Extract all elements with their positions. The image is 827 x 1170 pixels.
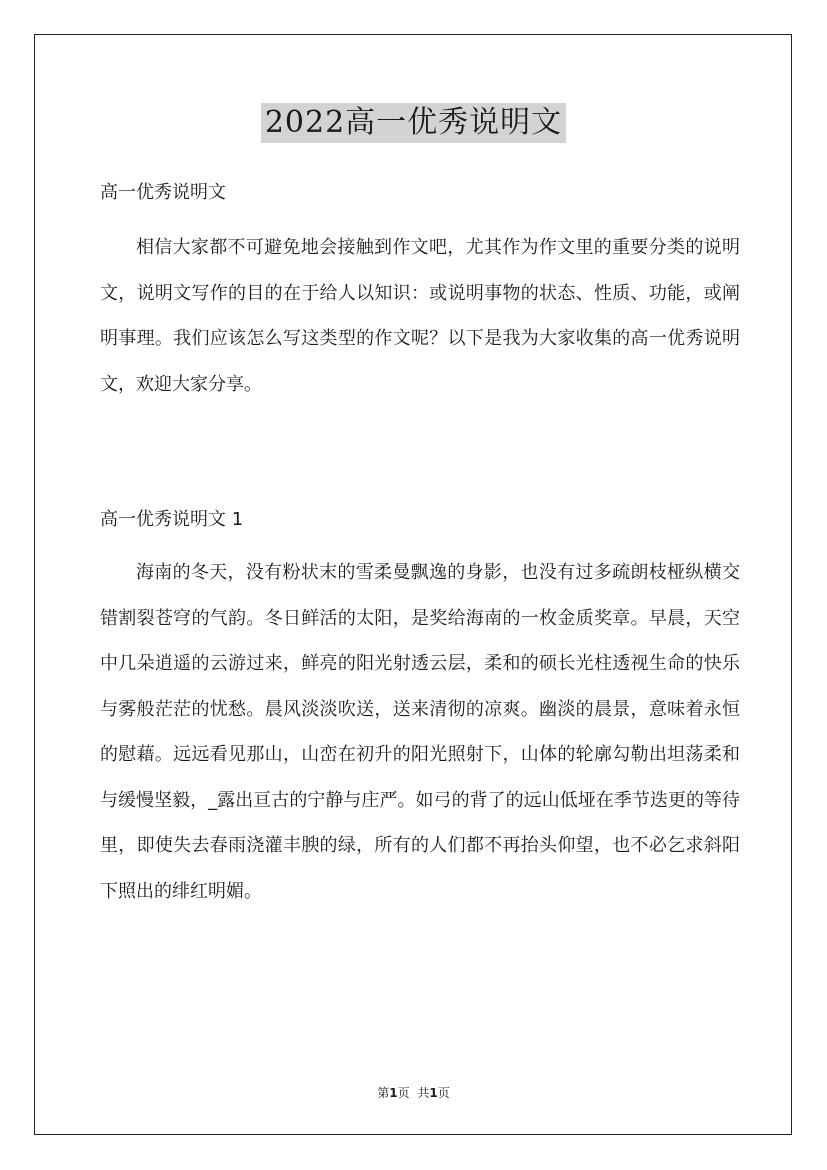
page-footer [0, 1086, 827, 1100]
total-pages: 1 [429, 1086, 438, 1100]
section-heading: 高一优秀说明文 1 [100, 509, 244, 530]
section-paragraph: 海南的冬天，没有粉状末的雪柔曼飘逸的身影，也没有过多疏朗枝桠纵横交错割裂苍穹的气韵。冬日鲜活的太阳，是奖给海南的一枚金质奖章。早晨，天空中几朵逍遥的云游过来，鲜亮的阳光射透云层，柔和的硕长光柱透视生命的快乐与雾般茫茫的忧愁。晨风淡淡吹送，送来清彻的凉爽。幽淡的晨景，意味着永恒的慰藉。远远看见那山，山峦在初升的阳光照射下，山体的轮廓勾勒出坦荡柔和与缓慢坚毅，_露出亘古的宁静与庄严。如弓的背了的远山低垭在季节迭更的等待里，即使失去春雨浇灌丰腴的绿，所有的人们都不再抬头仰望，也不必乞求斜阳下照出的绯红明媚。 [100, 562, 740, 902]
section-heading: 高一优秀说明文 [100, 182, 226, 203]
total-prefix: 共 [417, 1086, 430, 1100]
page-suffix: 页 [397, 1086, 410, 1100]
document-title: 2022高一优秀说明文 [261, 103, 566, 143]
page-number: 1 [389, 1086, 398, 1100]
page-prefix: 第 [377, 1086, 390, 1100]
title-container [0, 103, 827, 143]
total-suffix: 页 [437, 1086, 450, 1100]
section-paragraph: 相信大家都不可避免地会接触到作文吧，尤其作为作文里的重要分类的说明文，说明文写作的目的在于给人以知识：或说明事物的状态、性质、功能，或阐明事理。我们应该怎么写这类型的作文呢？以下是我为大家收集的高一优秀说明文，欢迎大家分享。 [100, 237, 740, 395]
